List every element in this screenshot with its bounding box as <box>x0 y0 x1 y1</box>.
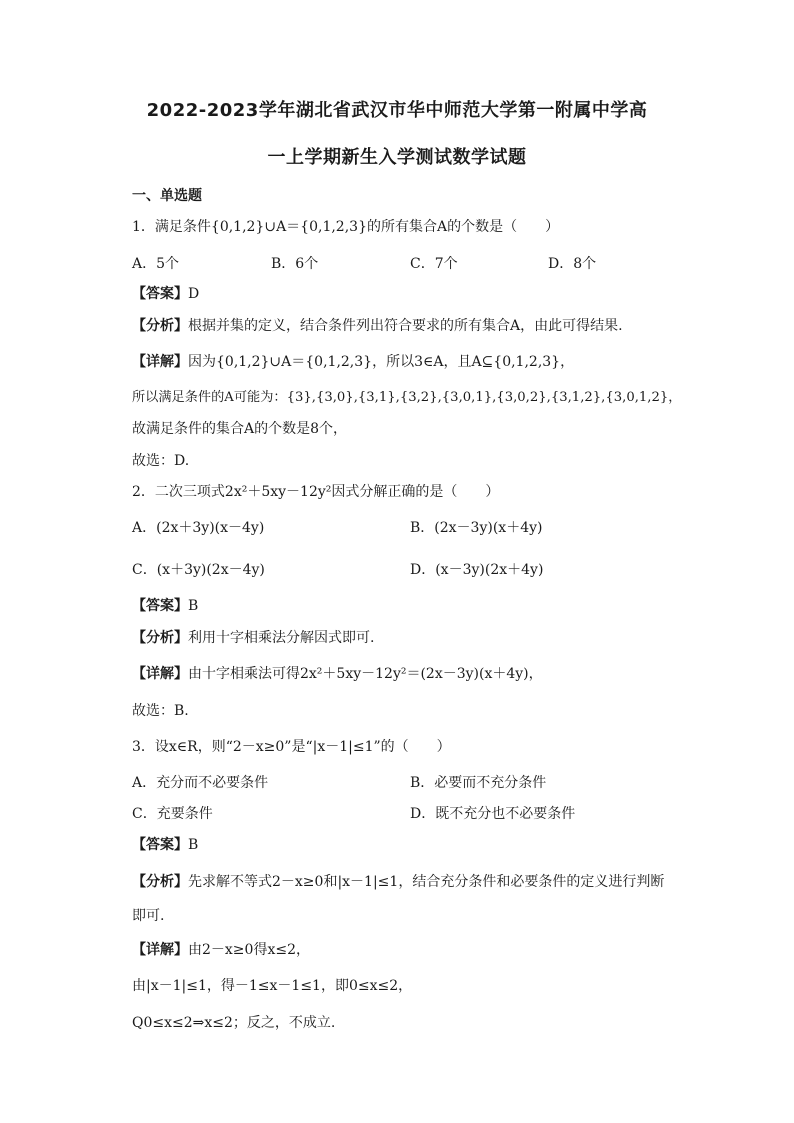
q1-conclusion: 故选：D. <box>132 453 190 469</box>
detail-tag: 【详解】 <box>132 666 188 682</box>
q2-answer-value: B <box>188 598 199 614</box>
q2-analysis <box>132 628 374 648</box>
document-title-line-1: 2022-2023学年湖北省武汉市华中师范大学第一附属中学高 <box>146 100 648 121</box>
detail-tag: 【详解】 <box>132 354 188 370</box>
q1-detail-text: 因为{0,1,2}∪A＝{0,1,2,3}，所以3∈A，且A⊆{0,1,2,3}， <box>188 354 575 370</box>
q1-analysis <box>132 316 623 336</box>
q3-answer <box>132 835 198 855</box>
q2-conclusion: 故选：B. <box>132 703 189 719</box>
q1-option-b: B．6个 <box>271 256 319 272</box>
q3-option-b: B．必要而不充分条件 <box>410 775 547 791</box>
q3-detail-text: 由2－x≥0得x≤2， <box>188 942 310 958</box>
q1-option-a: A．5个 <box>132 256 180 272</box>
q2-option-a: A．(2x＋3y)(x－4y) <box>132 520 265 536</box>
answer-tag: 【答案】 <box>132 598 188 614</box>
q1-option-d: D．8个 <box>548 256 597 272</box>
section-heading: 一、单选题 <box>132 188 202 204</box>
q1-detail <box>132 352 574 372</box>
q3-option-d: D．既不充分也不必要条件 <box>410 806 576 822</box>
detail-tag: 【详解】 <box>132 942 188 958</box>
q3-analysis <box>132 872 664 892</box>
q2-option-d: D．(x－3y)(2x＋4y) <box>410 562 544 578</box>
q1-option-c: C．7个 <box>410 256 458 272</box>
q1-analysis-text: 根据并集的定义，结合条件列出符合要求的所有集合A，由此可得结果. <box>188 318 623 334</box>
analysis-tag: 【分析】 <box>132 874 188 890</box>
q1-detail-line-3: 故满足条件的集合A的个数是8个， <box>132 421 348 437</box>
q1-answer <box>132 284 199 304</box>
answer-tag: 【答案】 <box>132 837 188 853</box>
q1-answer-value: D <box>188 286 200 302</box>
q2-answer <box>132 596 198 616</box>
q2-detail-text: 由十字相乘法可得2x²＋5xy－12y²＝(2x－3y)(x＋4y)， <box>188 666 543 682</box>
q1-detail-line-2: 所以满足条件的A可能为：{3},{3,0},{3,1},{3,2},{3,0,1},{3,0,2},{3,1,2},{3,0,1,2}， <box>132 390 682 405</box>
q3-analysis-line-2: 即可. <box>132 908 165 924</box>
document-title-line-2: 一上学期新生入学测试数学试题 <box>267 147 527 168</box>
analysis-tag: 【分析】 <box>132 630 188 646</box>
q1-stem: 1．满足条件{0,1,2}∪A＝{0,1,2,3}的所有集合A的个数是（ ） <box>132 219 560 235</box>
q3-option-c: C．充要条件 <box>132 806 213 822</box>
q2-option-c: C．(x＋3y)(2x－4y) <box>132 562 265 578</box>
q2-option-b: B．(2x－3y)(x＋4y) <box>410 520 543 536</box>
q2-detail <box>132 664 543 684</box>
q3-detail-line-2: 由|x－1|≤1，得－1≤x－1≤1，即0≤x≤2， <box>132 978 413 994</box>
q3-stem: 3．设x∈R，则“2－x≥0”是“|x－1|≤1”的（ ） <box>132 739 451 755</box>
q3-detail-line-3: Q0≤x≤2⇒x≤2；反之，不成立. <box>132 1015 336 1031</box>
q3-detail <box>132 940 310 960</box>
q2-analysis-text: 利用十字相乘法分解因式即可. <box>188 630 375 646</box>
q3-answer-value: B <box>188 837 199 853</box>
q3-analysis-text: 先求解不等式2－x≥0和|x－1|≤1，结合充分条件和必要条件的定义进行判断 <box>188 874 665 890</box>
answer-tag: 【答案】 <box>132 286 188 302</box>
q3-option-a: A．充分而不必要条件 <box>132 775 269 791</box>
analysis-tag: 【分析】 <box>132 318 188 334</box>
q2-stem: 2．二次三项式2x²＋5xy－12y²因式分解正确的是（ ） <box>132 484 500 500</box>
